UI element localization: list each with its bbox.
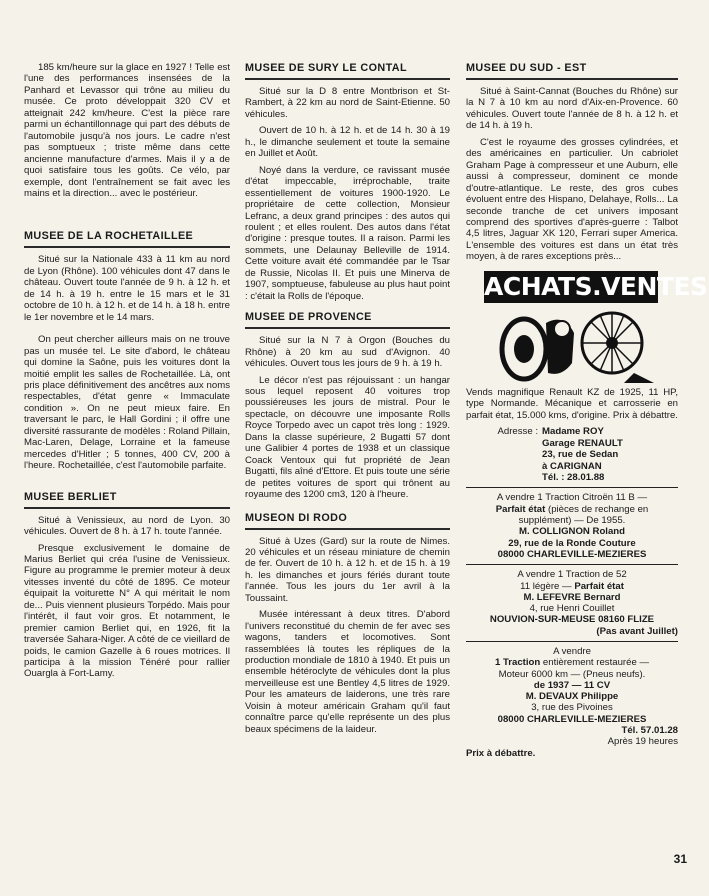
ad-renault-address [466, 426, 678, 483]
ad-line: 08000 CHARLEVILLE-MEZIERES [497, 713, 647, 725]
ad-divider [466, 564, 678, 565]
section-heading-provence: MUSEE DE PROVENCE [245, 311, 372, 324]
provence-description: Le décor n'est pas réjouissant : un hangar sous lequel reposent 40 voitures trop poussiéreuses les jours de mistral. Pour le spectacle, on découvre une imposante Rolls Royce Torpedo avec un capot très long : 1929. Dans la classe supérieure, 2 Bugatti 57 dont une Galibier 4 portes de 1938 et un classique Coack Ventoux qui fut propriété de Jean Bugatti, fils aîné d'Ettore. Et puis toute une série de petites voitures de sport qui trônent au royaume des 1200 cm3, 120 à l'heure. [245, 374, 450, 501]
address-line: Garage RENAULT [542, 437, 623, 449]
berliet-description: Presque exclusivement le domaine de Marius Berliet qui créa l'usine de Venissieux. Figure au programme le premier moteur à deux vitesses inventé du côté de 1895. Ce moteur équipait la voiturette N° A qui méritait le nom de... Puis viennent plusieurs Torpédo. Mais pour l'intérêt, il faut voir gros. Et notamment, le premier camion Berliet qui, en 1926, fit la traversée Sahara-Niger. A côté de ce vieillard de poids, le camion Gazelle à 6 roues motrices. Il participa à la mission Ténéré pour rallier Ouargla à Fort-Lamy. [24, 542, 230, 680]
heading-rule [24, 507, 230, 509]
ad-line: de 1937 — 11 CV [533, 679, 611, 691]
section-heading-sury: MUSEE DE SURY LE CONTAL [245, 62, 407, 74]
ad-line: Moteur 6000 km — (Pneus neufs). [498, 668, 646, 680]
ad-line: M. COLLIGNON Roland [518, 526, 626, 538]
intro-paragraph: 185 km/heure sur la glace en 1927 ! Telle est l'une des performances insensées de la Panhard et Levassor qui trône au milieu du musée. Ce proto développait 320 CV et atteignait 242 km/heure. C'est la pièce rare parmi un échantillonnage qui part des débuts de l'automobile jusqu'à nos jours. Le cadre n'est pas somptueux ; triste même dans cette ancienne manufacture d'armes. Mais il y a de quoi satisfaire tous les goûts. Ce vélo, par exemple, dont l'entraînement se fait avec les mains et la direction... avec le postérieur. [24, 62, 230, 199]
ad-line: Après 19 heures [607, 736, 678, 748]
ad-line: A vendre 1 Traction de 52 [517, 569, 627, 581]
column-3 [466, 62, 708, 763]
sudest-description: C'est le royaume des grosses cylindrées, et des américaines en particulier. Un cabriolet Graham Page à compresseur et une Auburn, elle aussi à compresseur, dominent ce monde d'outre-atlantique. Le reste, des gros cubes évoluent entre des Hispano, Delahaye, Rolls... La seconde tranche de cet univers imposant comprend des sportives d'après-guerre : Talbot 4,5 litres, Jaguar XK 120, Ferrari super America. L'ensemble des voitures est dans un état très moyen, à de rares exceptions près... [466, 136, 678, 263]
ad-line: M. DEVAUX Philippe [525, 691, 619, 703]
ad-collignon [466, 492, 678, 560]
rochetaillee-info: Situé sur la Nationale 433 à 11 km au nord de Lyon (Rhône). 100 véhicules dont 47 dans le château. Ouvert toute l'année de 9 h. à 12 h. et de 14 h. à 19 h. entre le 15 mars et le 31 octobre de 10 h. à 12 h. et de 14 h. à 18 h. entre le 1er novembre et le 14 mars. [24, 254, 230, 323]
achats-ventes-banner [484, 271, 708, 383]
ad-line: 29, rue de la Ronde Couture [508, 537, 636, 549]
sury-description: Noyé dans la verdure, ce ravissant musée d'état impeccable, irréprochable, traite essentiellement de voitures 1900-1920. Le propriétaire de cette collection, Monsieur Lefranc, a deux grand principes : des autos qui roulent ; et elles roulent. Des autos dans l'état d'origine : presque toutes. Il a raison. Parmi les sommets, une Delaunay Belleville de 1914. Cette voiture avait été commandée par le Tsar de Russie, Nicolas II. Et puis une Minerva de 1907, somptueuse, fabuleuse au plus haut point : c'était la Rolls de l'époque. [245, 164, 450, 302]
ad-line: Tél. 57.01.28 [621, 725, 678, 737]
rodo-description: Musée intéressant à deux titres. D'abord l'univers reconstitué du chemin de fer avec ses wagons, tanders et locomotives. Sont rassemblées là toutes les répliques de la production mondiale de 1810 à 1940. Et puis un ensemble hétéroclyte de véhicules dont la plus merveilleuse est une Bentley 4,5 litres de 1929. Pour les amateurs de laiderons, une très rare Voisin à moteur américain Graham qu'il faut connaître parce qu'elle représente un des plus beaux spécimens de la laideur. [245, 609, 450, 735]
rodo-info: Situé à Uzes (Gard) sur la route de Nimes. 20 véhicules et un réseau miniature de chemin de fer. Ouvert de 10 h. à 12 h. et de 15 h. à 19 h. les dimanches et jours fériés durant toute l'année. Tous les jours du 1er avril à la Toussaint. [245, 535, 450, 604]
heading-rule [466, 78, 678, 80]
ad-line [466, 657, 678, 668]
address-label: Adresse : [497, 426, 538, 438]
ad-emphasis: Parfait état [574, 580, 624, 592]
ad-text: 11 légère — [520, 580, 575, 592]
section-heading-rochetaillee: MUSEE DE LA ROCHETAILLEE [24, 230, 194, 243]
ad-text: (pièces de rechange en [545, 503, 649, 515]
ad-line: A vendre 1 Traction Citroën 11 B — [496, 492, 648, 504]
ad-lefevre [466, 569, 678, 637]
ad-line: 08000 CHARLEVILLE-MEZIERES [497, 548, 647, 560]
heading-rule [245, 528, 450, 530]
sudest-info: Situé à Saint-Cannat (Bouches du Rhône) sur la N 7 à 10 km au nord d'Aix-en-Provence. 60 véhicules. Ouvert toute l'année de 8 h. à 12 h. et de 14 h. à 19 h. [466, 86, 678, 132]
ad-text: entièrement restaurée — [540, 657, 650, 669]
ad-line [466, 504, 678, 515]
ad-line: Prix à débattre. [466, 747, 536, 759]
provence-info: Situé sur la N 7 à Orgon (Bouches du Rhône) à 20 km au sud d'Avignon. 40 véhicules. Ouvert tous les jours de 9 h. à 19 h. [245, 335, 450, 370]
sury-info: Situé sur la D 8 entre Montbrison et St-Rambert, à 22 km au nord de Saint-Etienne. 50 véhicules. [245, 86, 450, 120]
section-heading-sudest: MUSEE DU SUD - EST [466, 62, 587, 74]
ad-line: A vendre [553, 645, 591, 657]
section-heading-rodo: MUSEON DI RODO [245, 511, 348, 524]
ad-divider [466, 487, 678, 488]
ad-divider [466, 641, 678, 642]
ad-line [466, 581, 678, 592]
address-line: 23, rue de Sedan [542, 449, 619, 461]
address-line: à CARIGNAN [542, 460, 602, 472]
heading-rule [24, 246, 230, 248]
sury-hours: Ouvert de 10 h. à 12 h. et de 14 h. 30 à 19 h., le dimanche seulement et toute la semaine en Juillet et Août. [245, 125, 450, 160]
berliet-info: Situé à Venissieux, au nord de Lyon. 30 véhicules. Ouvert de 8 h. à 17 h. toute l'année. [24, 514, 230, 538]
ad-line: (Pas avant Juillet) [596, 625, 678, 637]
wheel-illustration [484, 303, 658, 383]
ad-devaux [466, 646, 678, 759]
heading-rule [245, 78, 450, 80]
rochetaillee-description: On peut chercher ailleurs mais on ne trouve pas un musée tel. Le site d'abord, le château qui domine la Saône, puis les voitures dont la moitié emplit les salles de Rochetaillée. Là, ont pris place définitivement des ancêtres aux noms respectables, d'état genre « Immaculate condition ». On ne peut mieux faire. En traversant le parc, le Hall Gordini ; il offre une diversité rassurante de modèles : Roland Pillain, Mac-Laren, Delage, Lorraine et la fameuse mercedes d'Hitler ; 5 tonnes, 400 CV, 200 à l'heure. Rochetaillée, c'est l'automobile parfaite. [24, 334, 230, 472]
section-heading-berliet: MUSEE BERLIET [24, 490, 117, 503]
address-line: Madame ROY [542, 426, 604, 438]
ad-emphasis: 1 Traction [494, 657, 541, 669]
heading-rule [245, 327, 450, 329]
address-line: Tél. : 28.01.88 [542, 471, 605, 483]
ad-line: supplément) — De 1955. [518, 515, 626, 527]
ad-renault-text: Vends magnifique Renault KZ de 1925, 11 HP, type Normande. Mécanique et carrosserie en parfait état, 15.000 kms, d'origine. Prix à débattre. [466, 386, 678, 421]
column-1 [24, 62, 230, 685]
ad-emphasis: Parfait état [495, 503, 546, 515]
banner-title: ACHATS.VENTES [484, 271, 708, 301]
ad-line: NOUVION-SUR-MEUSE 08160 FLIZE [489, 614, 655, 626]
column-2 [245, 62, 450, 740]
ad-line: 3, rue des Pivoines [531, 702, 613, 714]
ad-line: 4, rue Henri Couillet [529, 603, 615, 615]
page-number: 31 [673, 852, 687, 866]
ad-line: M. LEFEVRE Bernard [523, 591, 621, 603]
